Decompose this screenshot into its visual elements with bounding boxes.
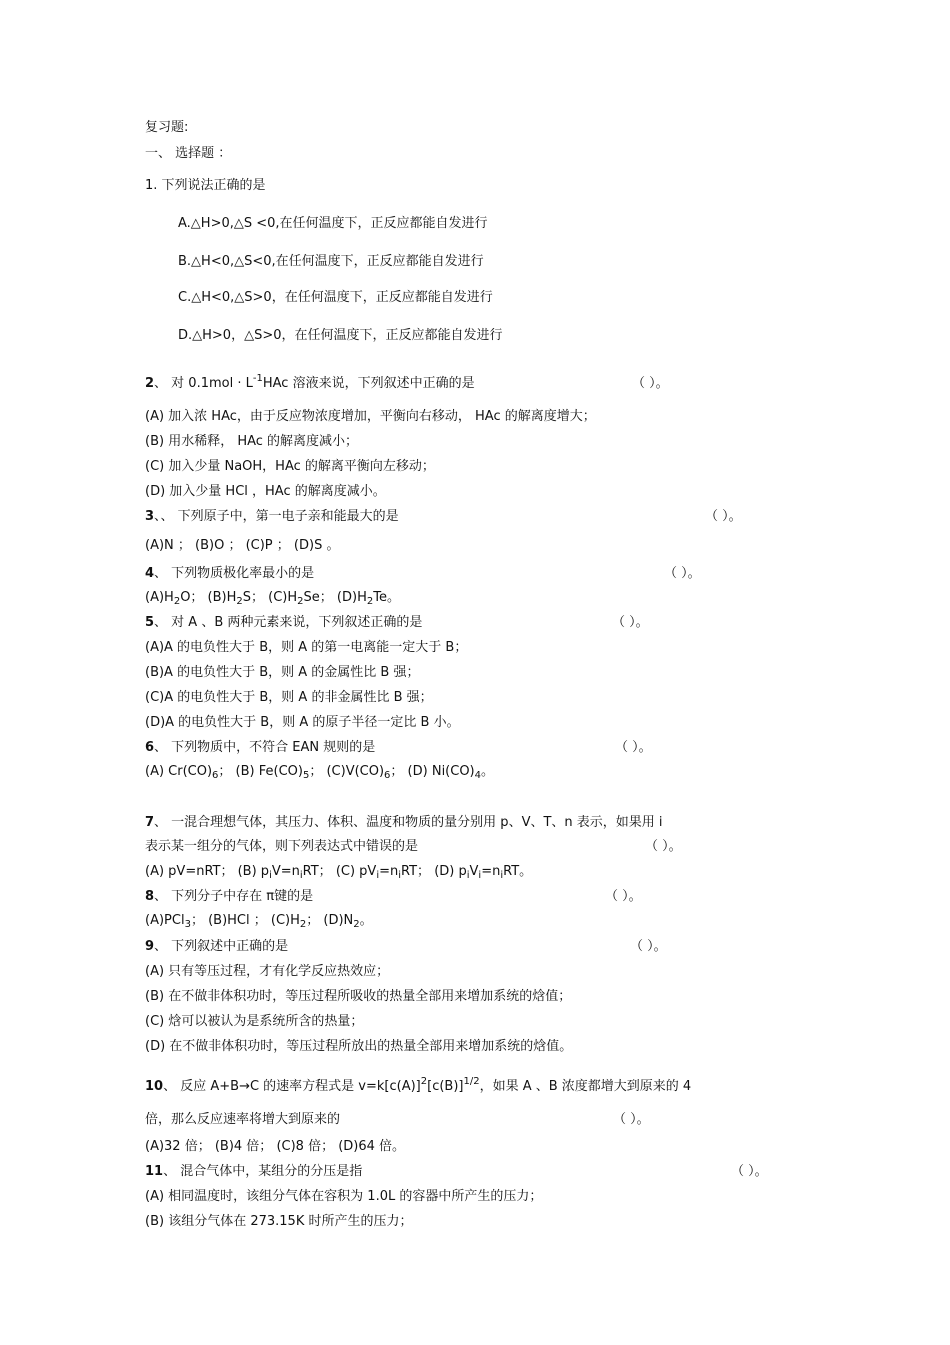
question-2-option-a: (A) 加入浓 HAc，由于反应物浓度增加，平衡向右移动， HAc 的解离度增大； xyxy=(145,409,596,424)
answer-paren: （ ）。 xyxy=(615,740,652,755)
question-10-stem-line-2: 倍，那么反应速率将增大到原来的 xyxy=(145,1112,341,1127)
question-5-option-d: (D)A 的电负性大于 B，则 A 的原子半径一定比 B 小。 xyxy=(145,715,460,730)
answer-paren: （ ）。 xyxy=(645,839,682,854)
section-heading: 一、 选择题 ： xyxy=(145,146,232,161)
question-9-option-a: (A) 只有等压过程，才有化学反应热效应； xyxy=(145,964,390,979)
question-1-option-c: C.△H<0,△S>0，在任何温度下，正反应都能自发进行 xyxy=(178,290,493,305)
question-7-stem-line-2: 表示某一组分的气体，则下列表达式中错误的是 xyxy=(145,839,419,854)
question-9-option-d: (D) 在不做非体积功时，等压过程所放出的热量全部用来增加系统的焓值。 xyxy=(145,1039,573,1054)
question-4-number: 4 xyxy=(145,566,155,581)
question-7-number: 7 xyxy=(145,815,155,830)
question-5-option-b: (B)A 的电负性大于 B，则 A 的金属性比 B 强； xyxy=(145,665,420,680)
question-11-option-a: (A) 相同温度时，该组分气体在容积为 1.0L 的容器中所产生的压力； xyxy=(145,1189,543,1204)
question-2-option-b: (B) 用水稀释， HAc 的解离度减小； xyxy=(145,434,359,449)
answer-paren: （ ）。 xyxy=(613,1112,650,1127)
question-10-number: 10 xyxy=(145,1079,164,1094)
question-9-number: 9 xyxy=(145,939,155,954)
answer-paren: （ ）。 xyxy=(630,939,667,954)
question-2-option-c: (C) 加入少量 NaOH，HAc 的解离平衡向左移动； xyxy=(145,459,435,474)
question-8-options: (A)PCl$_3$； (B)HCl ； $(C)H_2$； $(D)N_2$。 xyxy=(145,913,373,930)
question-4-stem: 4、 下列物质极化率最小的是 xyxy=(145,566,315,581)
answer-paren: （ ）。 xyxy=(632,376,669,391)
question-8-number: 8 xyxy=(145,889,155,904)
question-3-number: 3 xyxy=(145,509,155,524)
question-7-stem: 7、 一混合理想气体，其压力、体积、温度和物质的量分别用 p、V、T、n 表示，如果用 i xyxy=(145,815,663,830)
question-9-stem: 9、 下列叙述中正确的是 xyxy=(145,939,289,954)
answer-paren: （ ）。 xyxy=(612,615,649,630)
question-2-option-d: (D) 加入少量 HCl ，HAc 的解离度减小。 xyxy=(145,484,386,499)
question-1-option-d: D.△H>0，△S>0，在任何温度下，正反应都能自发进行 xyxy=(178,328,503,343)
question-3-stem: 3、、 下列原子中，第一电子亲和能最大的是 xyxy=(145,509,399,524)
question-11-option-b: (B) 该组分气体在 273.15K 时所产生的压力； xyxy=(145,1214,413,1229)
question-5-stem: 5、 对 A 、B 两种元素来说，下列叙述正确的是 xyxy=(145,615,423,630)
question-4-options: $(A)H_2O$； $(B)H_2S$； $(C)H_2Se$； $(D)H_2Te$。 xyxy=(145,590,400,607)
question-11-stem: 11、 混合气体中，某组分的分压是指 xyxy=(145,1164,363,1179)
question-11-number: 11 xyxy=(145,1164,164,1179)
question-1-option-a: A.△H>0,△S <0,在任何温度下，正反应都能自发进行 xyxy=(178,216,488,231)
doc-title: 复习题: xyxy=(145,120,189,135)
question-8-stem: 8、 下列分子中存在 π键的是 xyxy=(145,889,314,904)
question-5-number: 5 xyxy=(145,615,155,630)
question-10-stem: 10、 反应 A+B→C 的速率方程式是 $v=k[c(A)]^2[c(B)]^{1/2}$，如果 A 、B 浓度都增大到原来的 4 xyxy=(145,1076,692,1094)
question-6-options: (A) $Cr(CO)_6$； (B) $Fe(CO)_5$； $(C)V(CO)_6$； (D) $Ni(CO)_4$。 xyxy=(145,764,495,781)
answer-paren: （ ）。 xyxy=(731,1164,768,1179)
question-5-option-a: (A)A 的电负性大于 B，则 A 的第一电离能一定大于 B； xyxy=(145,640,468,655)
question-3-options: (A)N ； (B)O ； (C)P ； (D)S 。 xyxy=(145,538,340,553)
question-2-number: 2 xyxy=(145,376,155,391)
question-7-options: (A) pV=nRT； (B) $p_iV=n_iRT$； (C) $pV_i=n_iRT$； (D) $p_iV_i=n_iRT$。 xyxy=(145,864,533,881)
answer-paren: （ ）。 xyxy=(605,889,642,904)
question-2-stem: 2、 对 $0.1mol \cdot L^{-1}HAc$ 溶液来说，下列叙述中正确的是 xyxy=(145,373,475,391)
question-6-number: 6 xyxy=(145,740,155,755)
answer-paren: （ ）。 xyxy=(705,509,742,524)
question-1-stem: 1. 下列说法正确的是 xyxy=(145,178,266,193)
question-1-option-b: B.△H<0,△S<0,在任何温度下，正反应都能自发进行 xyxy=(178,254,484,269)
question-10-options: (A)32 倍； (B)4 倍； (C)8 倍； (D)64 倍。 xyxy=(145,1139,406,1154)
answer-paren: （ ）。 xyxy=(664,566,701,581)
question-9-option-c: (C) 焓可以被认为是系统所含的热量； xyxy=(145,1014,364,1029)
question-5-option-c: (C)A 的电负性大于 B，则 A 的非金属性比 B 强； xyxy=(145,690,433,705)
question-9-option-b: (B) 在不做非体积功时，等压过程所吸收的热量全部用来增加系统的焓值； xyxy=(145,989,572,1004)
question-6-stem: 6、 下列物质中，不符合 EAN 规则的是 xyxy=(145,740,376,755)
